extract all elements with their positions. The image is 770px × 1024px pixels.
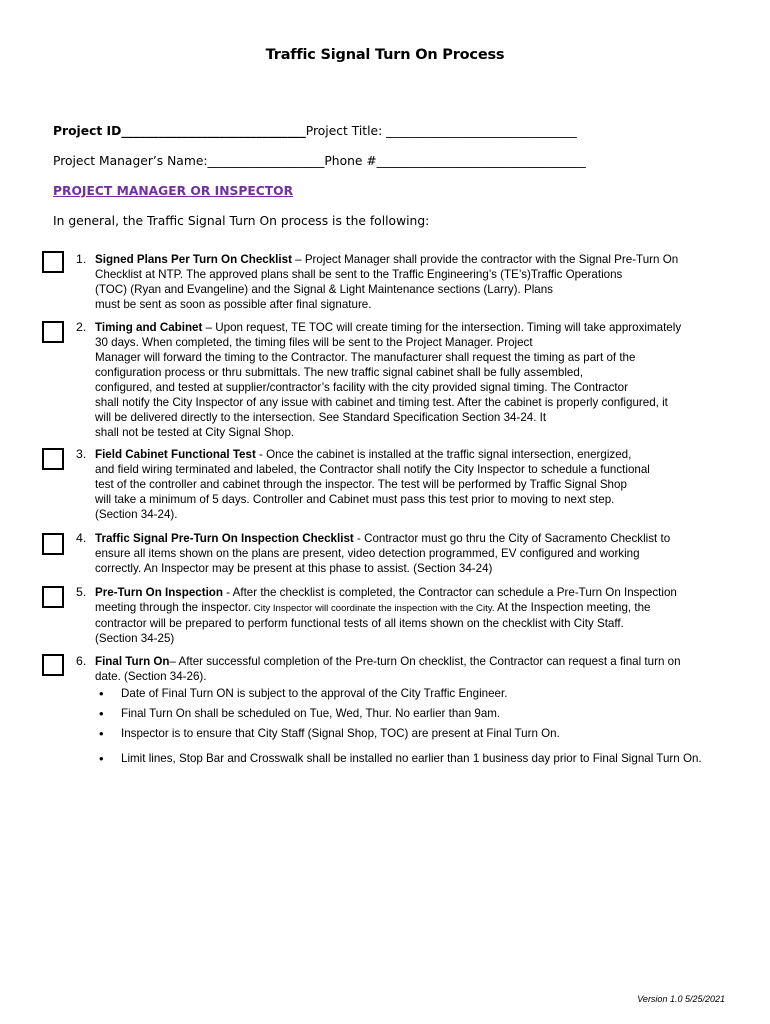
- step-5-checkbox[interactable]: [42, 586, 64, 608]
- page-title: Traffic Signal Turn On Process: [265, 47, 505, 63]
- project-title-label: Project Title:: [305, 124, 387, 138]
- step-1-title: Signed Plans Per Turn On Checklist: [95, 253, 292, 266]
- bullet-item: • Inspector is to ensure that City Staff (Signal Shop, TOC) are present at Final Turn On.: [95, 726, 735, 741]
- step-2-number: 2.: [76, 320, 87, 334]
- step-6-number: 6.: [76, 654, 87, 668]
- step-4-title: Traffic Signal Pre-Turn On Inspection Checklist: [95, 532, 354, 545]
- project-id-field[interactable]: ______________________________: [121, 124, 306, 138]
- step-6-title: Final Turn On: [95, 655, 170, 668]
- bullet-item: • Final Turn On shall be scheduled on Tue, Wed, Thur. No earlier than 9am.: [95, 706, 735, 721]
- project-info-row: [53, 124, 577, 138]
- step-5-text: Pre-Turn On Inspection - After the checklist is completed, the Contractor can schedule a Pre-Turn On Inspection meeting through the inspector. City Inspector will coordinate the inspection with the City. At the Inspection meeting, the contractor will be prepared to perform functional tests of all items shown on the checklist with City Staff. (Section 34-25): [95, 586, 677, 645]
- bullet-item: • Limit lines, Stop Bar and Crosswalk shall be installed no earlier than 1 business day prior to Final Signal Turn On.: [95, 751, 735, 766]
- step-6-text: Final Turn On– After successful completion of the Pre-turn On checklist, the Contractor can request a final turn on date. (Section 34-26).: [95, 655, 681, 683]
- phone-label: Phone #: [324, 154, 377, 168]
- phone-field[interactable]: __________________________________: [376, 154, 586, 168]
- step-4-number: 4.: [76, 531, 87, 545]
- section-heading: PROJECT MANAGER OR INSPECTOR: [53, 184, 294, 198]
- manager-info-row: [53, 154, 586, 168]
- step-3-title: Field Cabinet Functional Test: [95, 448, 256, 461]
- final-turn-on-bullets: [95, 686, 735, 771]
- step-2-text: Timing and Cabinet – Upon request, TE TOC will create timing for the intersection. Timing will take approximately 30 days. When completed, the timing files will be sent to the Project Manager. Project Manager will forward the timing to the Contractor. The manufacturer shall request the timing as part of the configuration process or thru submittals. The new traffic signal cabinet shall be fully assembled, configured, and tested at supplier/contractor’s facility with the city provided signal timing. The Contractor shall notify the City Inspector of any issue with cabinet and timing test. After the cabinet is properly configured, it will be delivered directly to the intersection. See Standard Specification Section 34-24. It shall not be tested at City Signal Shop.: [95, 321, 682, 439]
- step-3-text: Field Cabinet Functional Test - Once the cabinet is installed at the traffic signal intersection, energized, and field wiring terminated and labeled, the Contractor shall notify the City Inspector to schedule a functional test of the controller and cabinet through the inspector. The test will be performed by Traffic Signal Shop will take a minimum of 5 days. Controller and Cabinet must pass this test prior to moving to next step. (Section 34-24).: [95, 448, 650, 521]
- step-2-checkbox[interactable]: [42, 321, 64, 343]
- project-id-label: Project ID: [53, 124, 122, 138]
- pm-name-field[interactable]: ___________________: [207, 154, 325, 168]
- step-5-title: Pre-Turn On Inspection: [95, 586, 223, 599]
- bullet-item: • Date of Final Turn ON is subject to the approval of the City Traffic Engineer.: [95, 686, 735, 701]
- step-1-number: 1.: [76, 252, 87, 266]
- step-1-checkbox[interactable]: [42, 251, 64, 273]
- step-4-text: Traffic Signal Pre-Turn On Inspection Checklist - Contractor must go thru the City of Sacramento Checklist to ensure all items shown on the plans are present, video detection programmed, EV configured and working correctly. An Inspector may be present at this phase to assist. (Section 34-24): [95, 532, 671, 575]
- intro-text: In general, the Traffic Signal Turn On process is the following:: [53, 214, 430, 228]
- step-2-title: Timing and Cabinet: [95, 321, 203, 334]
- version-footer: Version 1.0 5/25/2021: [637, 994, 725, 1004]
- step-3-checkbox[interactable]: [42, 448, 64, 470]
- project-title-field[interactable]: _______________________________: [386, 124, 577, 138]
- pm-name-label: Project Manager’s Name:: [53, 154, 208, 168]
- step-5-number: 5.: [76, 585, 87, 599]
- step-6-checkbox[interactable]: [42, 654, 64, 676]
- step-1-text: Signed Plans Per Turn On Checklist – Project Manager shall provide the contractor with the Signal Pre-Turn On Checklist at NTP. The approved plans shall be sent to the Traffic Engineering’s (TE’s)Traffic Operations (TOC) (Ryan and Evangeline) and the Signal & Light Maintenance sections (Larry). Plans must be sent as soon as possible after final signature.: [95, 253, 679, 311]
- step-3-number: 3.: [76, 447, 87, 461]
- step-4-checkbox[interactable]: [42, 533, 64, 555]
